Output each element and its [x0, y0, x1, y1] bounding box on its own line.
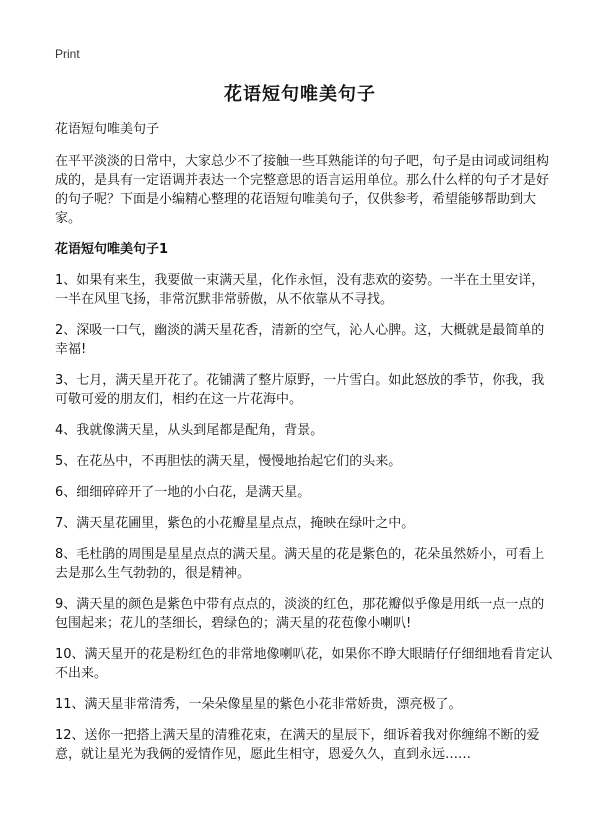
- list-item: 6、细细碎碎开了一地的小白花，是满天星。: [55, 485, 311, 500]
- intro-paragraph: 在平平淡淡的日常中，大家总少不了接触一些耳熟能详的句子吧，句子是由词或词组构成的，是具有一定语调并表达一个完整意思的语言运用单位。那么什么样的句子才是好的句子呢？下面是小编精心整理的花语短句唯美句子，仅供参考，希望能够帮助到大家。: [55, 154, 550, 226]
- list-item: 2、深吸一口气，幽淡的满天星花香，清新的空气，沁人心脾。这，大概就是最简单的幸福!: [55, 323, 545, 357]
- list-item: 8、毛杜鹃的周围是星星点点的满天星。满天星的花是紫色的，花朵虽然娇小，可看上去是那么生气勃勃的，很是精神。: [55, 547, 545, 581]
- list-item: 9、满天星的颜色是紫色中带有点点的，淡淡的红色，那花瓣似乎像是用纸一点一点的包围起来；花儿的茎细长，碧绿色的；满天星的花苞像小喇叭!: [55, 597, 545, 631]
- article-subtitle: 花语短句唯美句子: [55, 122, 160, 137]
- list-item: 3、七月，满天星开花了。花铺满了整片原野，一片雪白。如此怒放的季节，你我，我可敬可爱的朋友们，相约在这一片花海中。: [55, 373, 545, 407]
- list-item: 11、满天星非常清秀，一朵朵像星星的紫色小花非常娇贵，漂亮极了。: [55, 697, 462, 712]
- print-link[interactable]: Print: [55, 47, 80, 61]
- list-item: 12、送你一把搭上满天星的清雅花束，在满天的星辰下，细诉着我对你缠绵不断的爱意，就让星光为我俩的爱情作见，愿此生相守，恩爱久久，直到永远……: [55, 728, 540, 762]
- list-item: 7、满天星花圃里，紫色的小花瓣星星点点，掩映在绿叶之中。: [55, 516, 415, 531]
- article-body: [55, 120, 556, 776]
- list-item: 5、在花丛中，不再胆怯的满天星，慢慢地抬起它们的头来。: [55, 454, 402, 469]
- list-item: 10、满天星开的花是粉红色的非常地像喇叭花，如果你不睁大眼睛仔仔细细地看肯定认不出来。: [55, 647, 553, 681]
- section-heading: 花语短句唯美句子1: [55, 242, 169, 257]
- list-item: 1、如果有来生，我要做一束满天星，化作永恒，没有悲欢的姿势。一半在土里安详，一半在风里飞扬，非常沉默非常骄傲，从不依靠从不寻找。: [55, 273, 545, 307]
- list-item: 4、我就像满天星，从头到尾都是配角，背景。: [55, 423, 324, 438]
- page-title: 花语短句唯美句子: [224, 84, 376, 105]
